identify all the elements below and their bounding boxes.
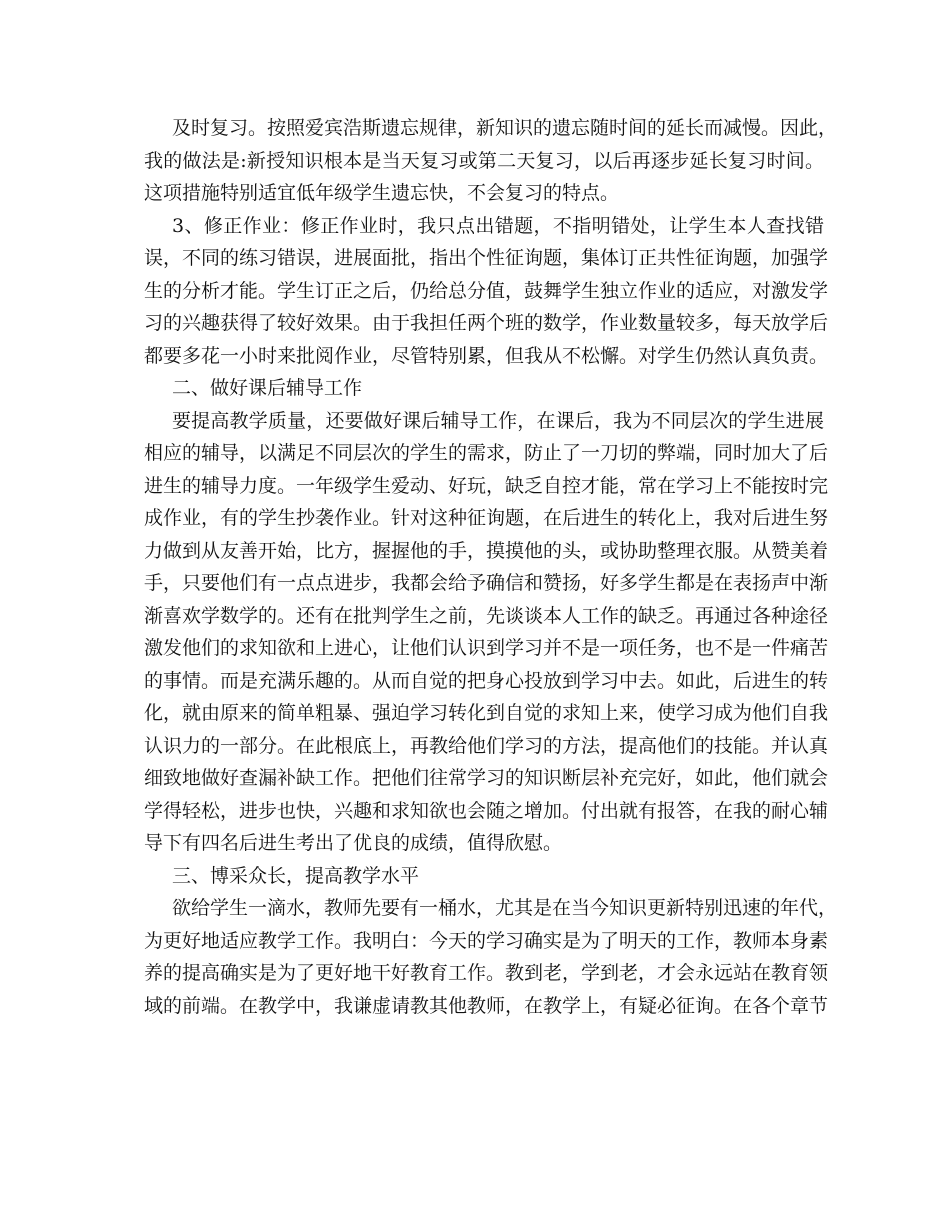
- text-line: 进生的辅导力度。一年级学生爱动、好玩，缺乏自控才能，常在学习上不能按时完: [144, 474, 829, 497]
- text-line: 误，不同的练习错误，进展面批，指出个性征询题，集体订正共性征询题，加强学: [144, 247, 829, 269]
- section-heading-teaching-level: [144, 860, 824, 893]
- text-line: 为更好地适应教学工作。我明白：今天的学习确实是为了明天的工作，教师本身素: [144, 929, 829, 952]
- text-line: 这项措施特别适宜低年级学生遗忘快，不会复习的特点。: [144, 182, 620, 204]
- text-line: 我的做法是:新授知识根本是当天复习或第二天复习，以后再逐步延长复习时间。: [144, 149, 824, 172]
- text-line: 认识力的一部分。在此根底上，再教给他们学习的方法，提高他们的技能。并认真: [144, 734, 829, 757]
- section-heading-tutoring: [144, 372, 824, 405]
- text-line: 要提高教学质量，还要做好课后辅导工作，在课后，我为不同层次的学生进展: [172, 409, 824, 432]
- text-line: 相应的辅导，以满足不同层次的学生的需求，防止了一刀切的弊端，同时加大了后: [144, 442, 829, 464]
- section-heading: 二、做好课后辅导工作: [172, 377, 363, 399]
- text-line: 养的提高确实是为了更好地干好教育工作。教到老，学到老，才会永远站在教育领: [144, 962, 829, 984]
- text-line: 化，就由原来的简单粗暴、强迫学习转化到自觉的求知上来，使学习成为他们自我: [144, 702, 829, 724]
- text-line: 导下有四名后进生考出了优良的成绩，值得欣慰。: [144, 832, 563, 854]
- text-line: 生的分析才能。学生订正之后，仍给总分值，鼓舞学生独立作业的适应，对激发学: [144, 279, 829, 302]
- text-line: 欲给学生一滴水，教师先要有一桶水，尤其是在当今知识更新特别迅速的年代，: [172, 897, 838, 919]
- document-page: [144, 112, 838, 1022]
- text-line: 激发他们的求知欲和上进心，让他们认识到学习并不是一项任务，也不是一件痛苦: [144, 637, 829, 659]
- text-line: 力做到从友善开始，比方，握握他的手，摸摸他的头，或协助整理衣服。从赞美着: [144, 539, 829, 562]
- text-line: 成作业，有的学生抄袭作业。针对这种征询题，在后进生的转化上，我对后进生努: [144, 507, 829, 529]
- text-line: 及时复习。按照爱宾浩斯遗忘规律，新知识的遗忘随时间的延长而减慢。因此，: [172, 117, 838, 139]
- paragraph-tutoring: [144, 405, 829, 860]
- text-line: 3、修正作业：修正作业时，我只点出错题，不指明错处，让学生本人查找错: [172, 214, 824, 237]
- text-line: 都要多花一小时来批阅作业，尽管特别累，但我从不松懈。对学生仍然认真负责。: [144, 344, 829, 367]
- paragraph-review-method: [144, 112, 838, 210]
- paragraph-learning: [144, 892, 838, 1022]
- text-line: 手，只要他们有一点点进步，我都会给予确信和赞扬，好多学生都是在表扬声中渐: [144, 572, 829, 594]
- text-line: 的事情。而是充满乐趣的。从而自觉的把身心投放到学习中去。如此，后进生的转: [144, 669, 829, 692]
- text-line: 域的前端。在教学中，我谦虚请教其他教师，在教学上，有疑必征询。在各个章节: [144, 994, 829, 1017]
- text-line: 渐喜欢学数学的。还有在批判学生之前，先谈谈本人工作的缺乏。再通过各种途径: [144, 604, 829, 627]
- paragraph-homework-correction: [144, 210, 829, 373]
- text-line: 细致地做好查漏补缺工作。把他们往常学习的知识断层补充完好，如此，他们就会: [144, 767, 829, 789]
- text-line: 学得轻松，进步也快，兴趣和求知欲也会随之增加。付出就有报答，在我的耐心辅: [144, 799, 829, 822]
- section-heading: 三、博采众长，提高教学水平: [172, 864, 420, 887]
- text-line: 习的兴趣获得了较好效果。由于我担任两个班的数学，作业数量较多，每天放学后: [144, 312, 829, 334]
